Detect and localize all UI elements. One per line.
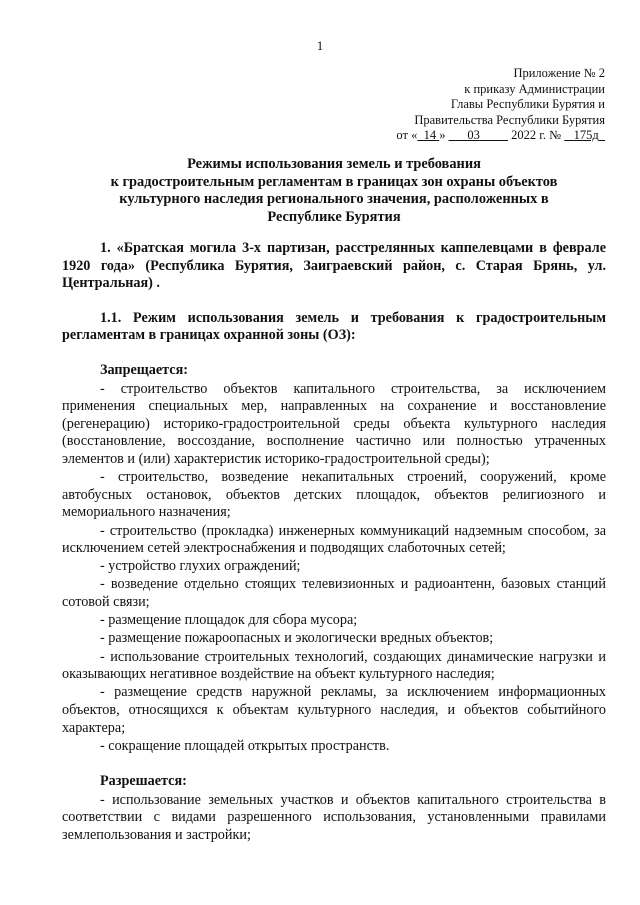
list-item: - размещение пожароопасных и экологически вредных объектов;: [100, 630, 494, 647]
date-month: 03: [467, 128, 480, 142]
spacer: [62, 756, 606, 773]
prohibited-list: [62, 381, 606, 756]
appendix-block: [396, 66, 605, 144]
appendix-date-line: [396, 128, 605, 144]
list-item: - устройство глухих ограждений;: [100, 558, 301, 575]
appendix-line: Правительства Республики Бурятия: [414, 112, 605, 127]
date-year: 2022 г. №: [507, 128, 565, 142]
title-line: Режимы использования земель и требования: [187, 156, 481, 172]
prohibited-label: Запрещается:: [100, 361, 188, 378]
allowed-list: [62, 792, 606, 845]
order-number: 175д: [573, 128, 599, 142]
list-item: - использование земельных участков и объектов капитального строительства в соответствии с видами разрешенного использования, установленными правилами землепользования и застройки;: [62, 791, 606, 843]
list-item: - размещение площадок для сбора мусора;: [100, 612, 358, 629]
document-title: [62, 156, 606, 226]
title-line: к градостроительным регламентам в границах зон охраны объектов: [110, 173, 558, 190]
list-item: - сокращение площадей открытых пространств.: [100, 737, 390, 754]
list-item: - строительство объектов капитального строительства, за исключением применения специальных мер, направленных на сохранение и восстановление (регенерацию) историко-градостроительной среды объекта культурного наследия (восстановление, воссоздание, восполнение частично или полностью утраченных элементов и (или) характеристик историко-градостроительной среды);: [62, 380, 606, 467]
date-mid: »: [439, 128, 449, 142]
date-day: 14: [423, 128, 437, 142]
appendix-line: Приложение № 2: [513, 66, 605, 80]
appendix-line: к приказу Администрации: [464, 81, 605, 96]
document-body: [62, 240, 606, 845]
appendix-line: Главы Республики Бурятия и: [450, 97, 605, 111]
title-line: культурного наследия регионального значения, расположенных в: [119, 191, 549, 208]
page-number: 1: [316, 38, 324, 53]
list-item: - возведение отдельно стоящих телевизионных и радиоантенн, базовых станций сотовой связи;: [62, 576, 606, 611]
list-item: - строительство (прокладка) инженерных коммуникаций надземным способом, за исключением сетей электроснабжения и подводящих слаботочных сетей;: [62, 522, 606, 557]
section-heading: 1. «Братская могила 3-х партизан, расстрелянных каппелевцами в феврале 1920 года» (Республика Бурятия, Заиграевский район, с. Старая Брянь, ул. Центральная) .: [62, 240, 606, 292]
title-line: Республике Бурятия: [267, 208, 401, 225]
allowed-label: Разрешается:: [100, 772, 187, 789]
list-item: - размещение средств наружной рекламы, за исключением информационных объектов, относящихся к объектам культурного наследия, и объектов событийного характера;: [62, 684, 606, 736]
date-prefix: от «: [396, 128, 418, 142]
list-item: - строительство, возведение некапитальных строений, сооружений, кроме автобусных остановок, объектов детских площадок, объектов религиозного и мемориального назначения;: [62, 469, 606, 521]
subsection-heading: 1.1. Режим использования земель и требования к градостроительным регламентам в границах охранной зоны (ОЗ):: [62, 309, 606, 344]
list-item: - использование строительных технологий, создающих динамические нагрузки и оказывающих негативное воздействие на объект культурного наследия;: [62, 648, 606, 683]
